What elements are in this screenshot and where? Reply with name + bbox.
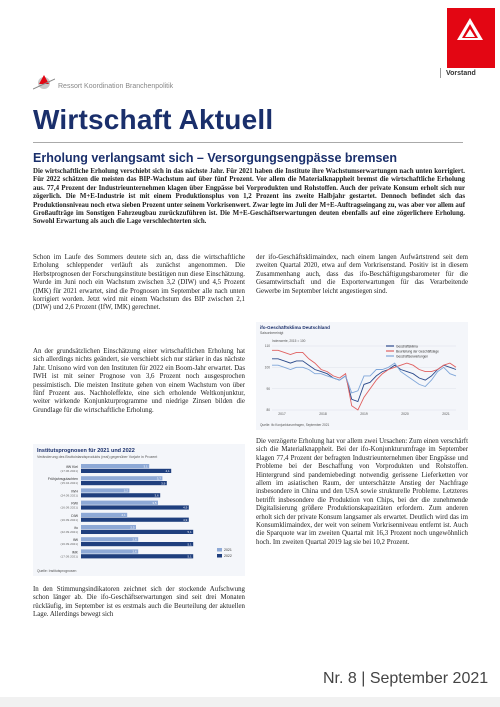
bar [81,464,149,468]
x-tick-label: 2019 [360,412,368,416]
legend-swatch [217,548,222,552]
legend-label: Geschäftserwartungen [396,354,429,359]
legend-label: Beurteilung der Geschäftslage [396,349,439,354]
bar-category-label: DIW [71,513,78,518]
bar-value-label: 5,1 [187,530,192,535]
bar-value-label: 3,6 [154,493,159,498]
bar-category-label: IfW [72,538,78,543]
bar-chart-subtitle: Veränderung des Bruttoinlandsprodukts (real) gegenüber Vorjahr in Prozent [37,455,158,459]
col1-paragraph-1: Schon im Laufe des Sommers deutete sich an, dass die wirtschaftliche Erholung schleppender verläuft als zunächst angenommen. Die Herbstprognosen der Forschungsinstitute bestätigen nun diese Einschätzung. Wurde im Juni noch ein Wachstum zwischen 3,2 (DIW) und 4,5 Prozent (IMK) für 2021 erwartet, sind die Prognosen im September alle nach unten korrigiert worden. Jetzt wird mit einem Wachstum des BIP zwischen 2,1 (DIW) und 2,6 Prozent (IfW, IMK) gerechnet. [33,254,245,312]
bar-value-label: 4,9 [183,517,188,522]
line-chart-source: Quelle: ifo Konjunkturumfragen, September 2021 [260,423,330,427]
bar [81,554,193,558]
bar [81,493,160,497]
bar-value-label: 3,1 [143,464,148,469]
bar-value-label: 4,9 [183,505,188,510]
issue-number: Nr. 8 | September 2021 [323,670,489,687]
bar-category-date: (16.09.2021) [60,505,78,510]
lead-paragraph: Die wirtschaftliche Erholung verschiebt sich in das nächste Jahr. Für 2021 haben die Institute ihre Wachstumserwartungen nach unten korrigiert. Für 2022 schätzen die meisten das BIP-Wachstum auf über fünf Prozent. Vor allem die Materialknappheit bremst die wirtschaftliche Erholung aus. 77,4 Prozent der Industrieunternehmen klagen über Engpässe bei Vorprodukten und Rohstoffen. Auch der private Konsum erholt sich nur zögerlich. Die M+E-Industrie ist mit einem Produktionsplus von 1,2 Prozent ins zweite Halbjahr gestartet. Dennoch befindet sich das Produktionsniveau noch etwa sieben Prozent unter seinem Vorkrisenwert. Zwar legte im Juli der M+E-Auftragseingang zu, was aber vor allem auf Großaufträge im Sonstigen Fahrzeugbau zurückzuführen ist. Die M+E-Geschäftserwartungen deuten ebenfalls auf eine zögerlichere Erholung. Sowohl Erwartung als auch die Lage verschlechterten sich. [33,168,465,226]
ifo-line-chart [256,322,468,430]
bar-value-label: 3,5 [152,500,157,505]
bar-category-label: RWI [71,501,78,506]
line-chart-subtitle: Saisonbereinigt [260,331,284,335]
x-tick-label: 2017 [278,412,286,416]
bar-value-label: 5,1 [187,554,192,559]
line-chart-title: ifo-Geschäftsklima Deutschland [260,325,330,330]
bar-value-label: 4,1 [165,469,170,474]
bar-category-label: IWH [71,489,78,494]
bar [81,505,189,509]
bar-value-label: 2,6 [132,537,137,542]
bar-value-label: 2,5 [130,525,135,530]
col1-paragraph-2: An der grundsätzlichen Einschätzung einer wirtschaftlichen Erholung hat sich allerdings nichts geändert, sie verschiebt sich nur stärker in das nächste Jahr. Unisono wird von den Instituten für 2022 ein Boom-Jahr erwartet. Das IWH ist mit seiner Prognose von 3,6 Prozent noch ausgesprochen pessimistisch. Die meisten Institute gehen von einem Wachstum von über fünf Prozent aus. Nachholeffekte, eine sich erholende Weltkonjunktur, weiter wirkende Konjunkturprogramme und niedrige Zinsen bilden die Grundlage für die wirtschaftliche Erholung. [33,348,245,414]
bar [81,501,158,505]
ig-metall-logo-icon [455,16,485,60]
legend-label: 2021 [224,548,232,553]
bar [81,481,167,485]
bottom-bar [0,697,500,707]
x-tick-label: 2018 [319,412,327,416]
bar-value-label: 3,7 [156,476,161,481]
legend-label: Geschäftsklima [396,344,418,349]
bar-value-label: 2,2 [123,488,128,493]
bar-value-label: 2,1 [121,513,126,518]
bar-category-date: (17.09.2021) [60,554,78,559]
bar [81,476,162,480]
col2-paragraph-2: Die verzögerte Erholung hat vor allem zwei Ursachen: Zum einen verschärft sich die Materialknappheit. Bei der ifo-Konjunkturumfrage im September klagen 77,4 Prozent der befragten Industrieunternehmen über Engpässe und Probleme bei der Beschaffung von Vorprodukten und Rohstoffen. Hintergrund sind pandemiebedingt notwendig gerissene Lieferketten vor allem im asiatischen Raum, der unterschätzte Anstieg der Nachfrage insbesondere in China und den USA sowie strukturelle Probleme. Letzteres betrifft insbesondere die Produktion von Chips, bei der die zunehmende Digitalisierung größere Produktionskapazitäten erfordern. Zum anderen erholt sich der private Konsum langsamer als erwartet. Deutlich wird das im Konsumklimaindex, der weit von seinem Vorkrisenniveau entfernt ist. Auch die Sparquote war im zweiten Quartal mit 16,3 Prozent noch ungewöhnlich hoch. Im zweiten Quartal 2019 lag sie bei 10,2 Prozent. [256,438,468,546]
y-tick-label: 100 [264,365,270,370]
bar-category-label: ifW Kiel [66,465,78,469]
bar-category-date: (16.09.2021) [60,517,78,522]
col1-paragraph-3: In den Stimmungsindikatoren zeichnet sich der stockende Aufschwung schon länger ab. Die ifo-Geschäftserwartungen sind seit drei Monaten rückläufig, im September ist es erstmals auch die Beurteilung der aktuellen Lage. Allerdings bewegt sich [33,586,245,619]
title-rule [33,142,463,143]
bar-value-label: 3,9 [161,481,166,486]
bar-category-label: IMK [71,550,78,555]
bar-value-label: 5,1 [187,542,192,547]
bar [81,525,136,529]
bar [81,513,127,517]
page-subtitle: Erholung verlangsamt sich – Versorgungsengpässe bremsen [33,151,398,165]
resort-icon [33,72,55,94]
bar-chart-source: Quelle: Institutsprognosen [37,569,77,573]
bar-category-label: Frühjahrsgutachten [47,477,78,482]
legend-label: 2022 [224,554,232,559]
bar [81,542,193,546]
ig-metall-logo [447,8,495,68]
forecast-bar-chart [33,444,245,576]
bar-category-date: (15.04.2021) [60,481,78,486]
bar-category-date: (16.09.2021) [60,542,78,547]
bar [81,518,189,522]
y-tick-label: 80 [266,408,270,413]
bar-category-label: ifo [74,526,78,530]
y-tick-label: 90 [266,386,270,391]
bar-category-date: (24.09.2021) [60,493,78,498]
legend-swatch [217,554,222,558]
header-divider [440,68,441,78]
bar-category-date: (22.09.2021) [60,530,78,534]
bar [81,530,193,534]
line-chart-index-note: Indexwerte, 2015 = 100 [272,339,306,343]
bar [81,537,138,541]
bar [81,549,138,553]
page-title: Wirtschaft Aktuell [33,104,274,135]
bar [81,488,129,492]
y-tick-label: 110 [264,344,270,349]
x-tick-label: 2020 [401,412,409,416]
bar [81,469,171,473]
resort-label: Ressort Koordination Branchenpolitik [58,83,174,90]
bar-value-label: 2,6 [132,549,137,554]
vorstand-label: Vorstand [446,70,476,77]
col2-paragraph-1: der ifo-Geschäftsklimaindex, nach einem langen Aufwärtstrend seit dem zweiten Quartal 2020, etwa auf dem Vorkrisenstand. Positiv ist in diesem Zusammenhang auch, dass das ifo-Beschäftigungsbarometer für die Gesamtwirtschaft und die Exporterwartungen für das Verarbeitende Gewerbe im September leicht angestiegen sind. [256,254,468,295]
bar-chart-title: Institutsprognosen für 2021 und 2022 [37,448,135,454]
bar-category-date: (17.06.2021) [60,469,78,473]
x-tick-label: 2021 [442,412,450,416]
